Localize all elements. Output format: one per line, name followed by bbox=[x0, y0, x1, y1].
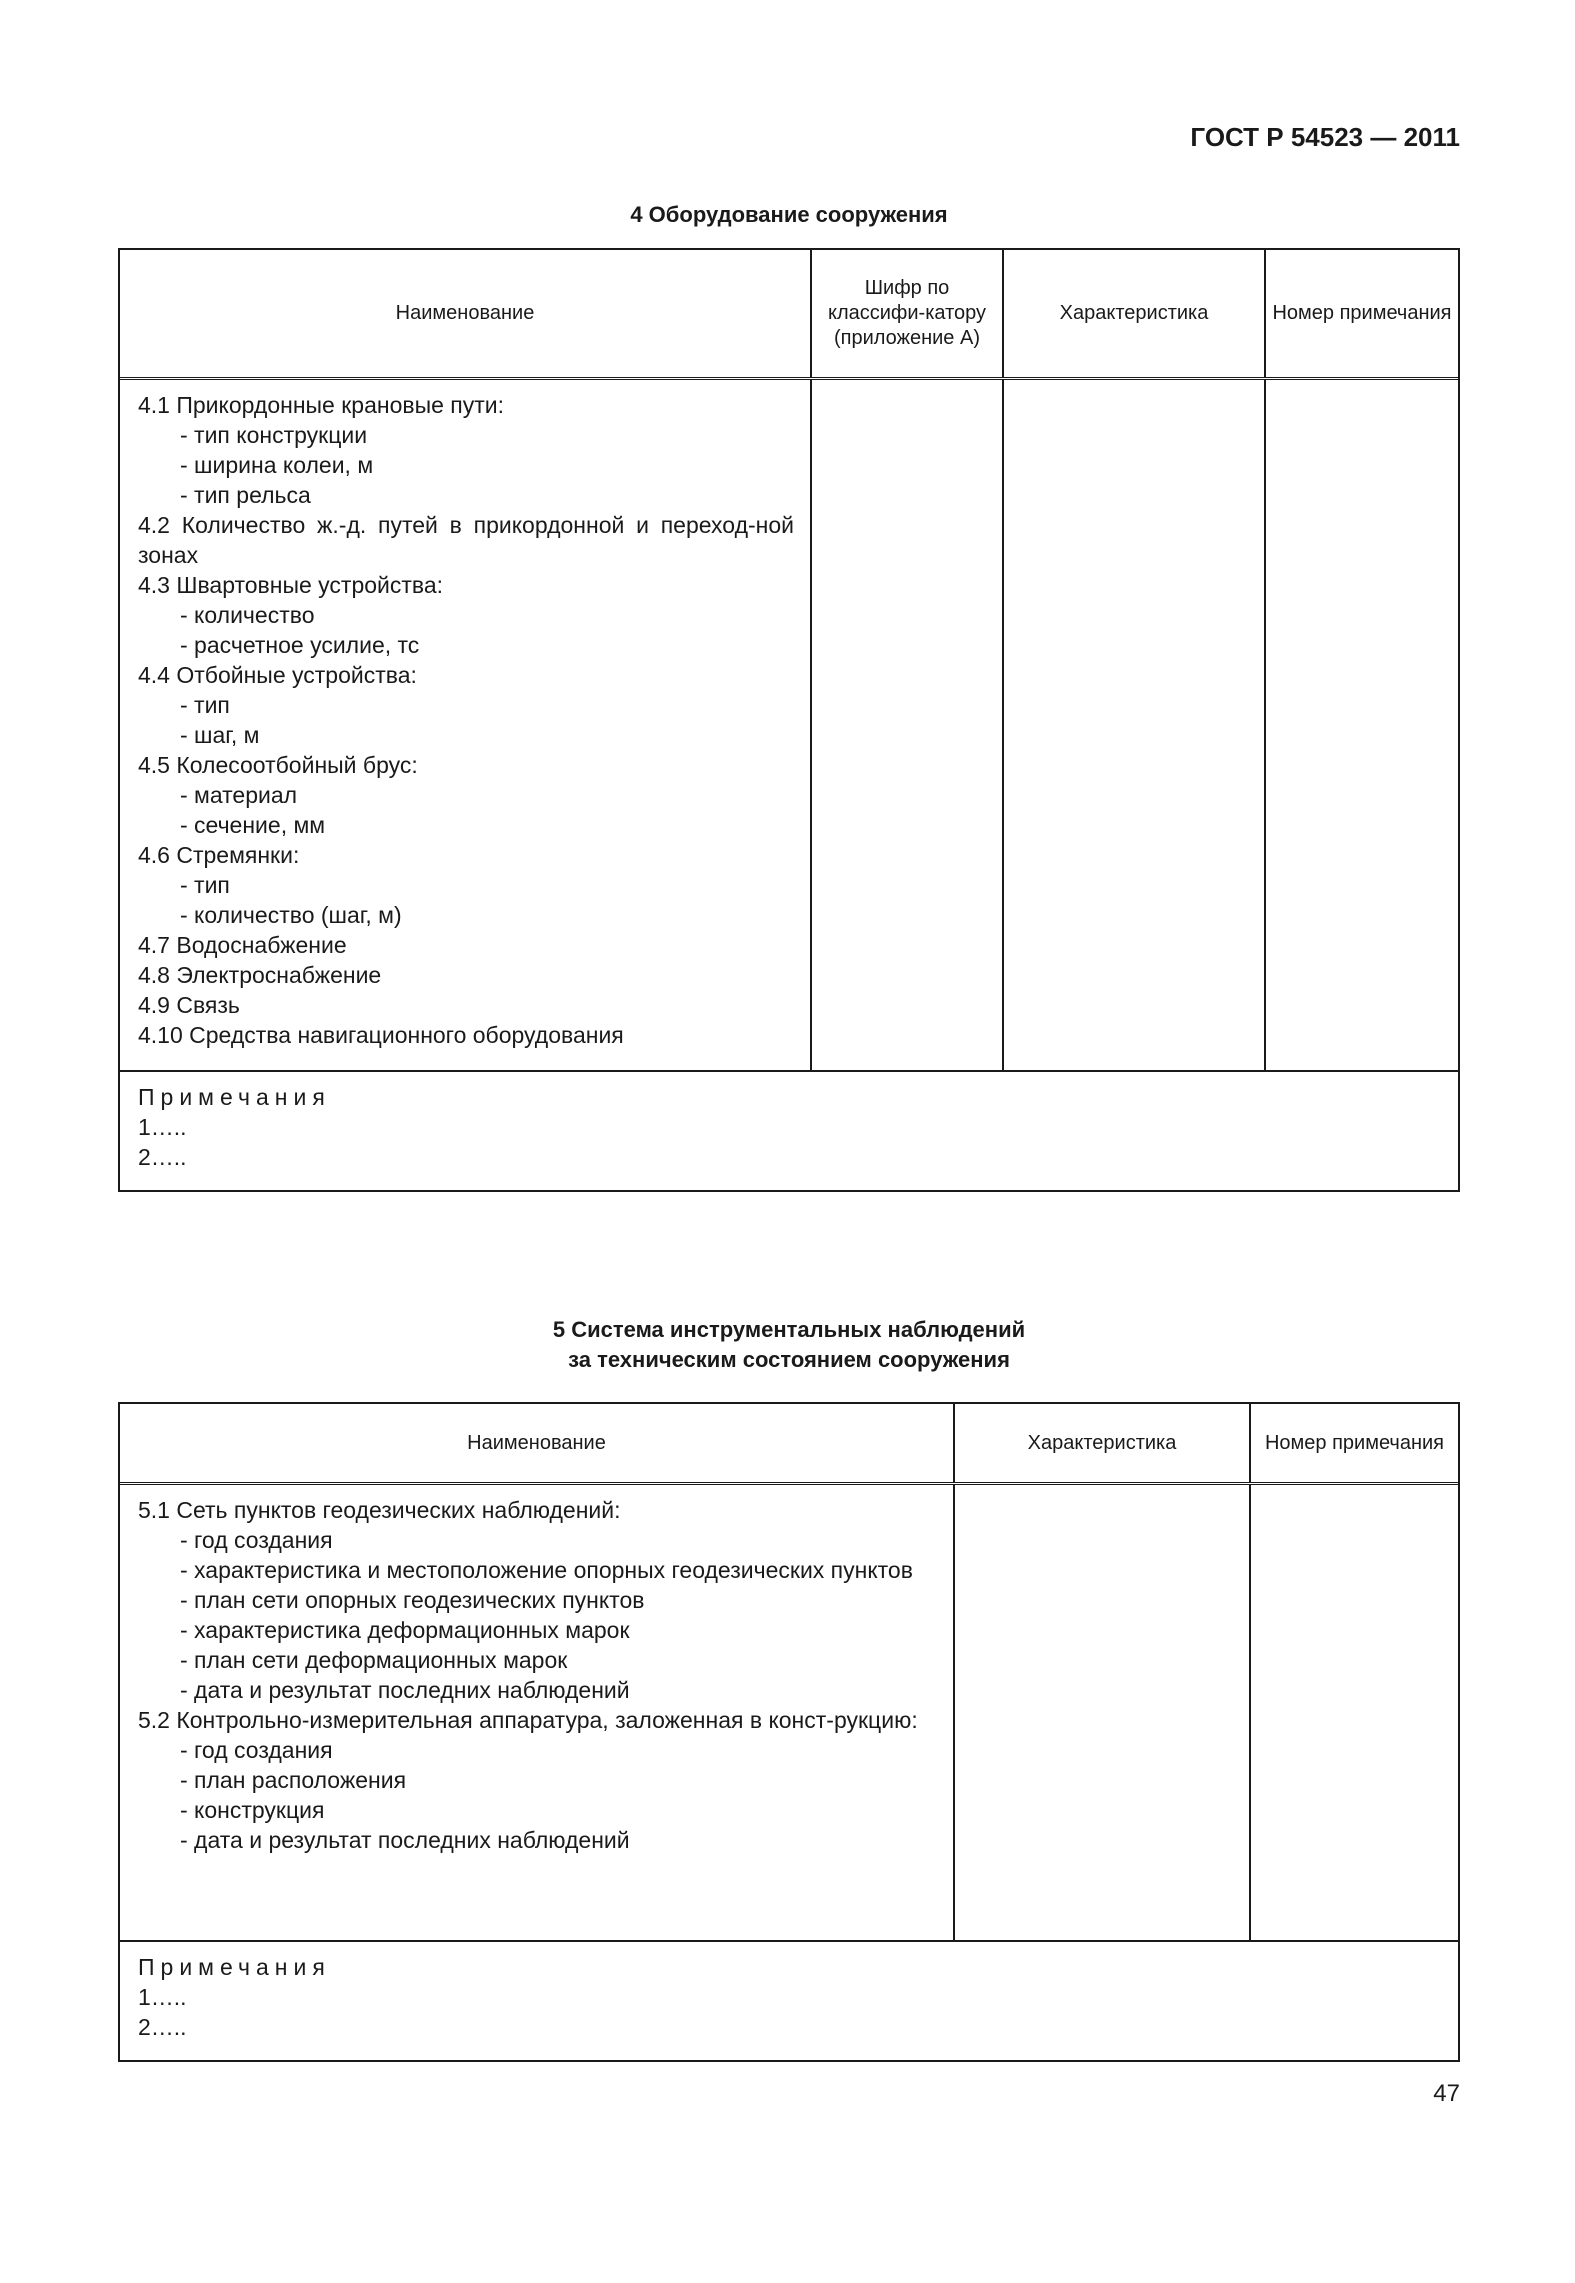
list-item: 4.3 Швартовные устройства: bbox=[138, 572, 444, 598]
sub-item: - план сети опорных геодезических пунктов bbox=[180, 1587, 645, 1613]
list-item: 4.10 Средства навигационного оборудования bbox=[138, 1022, 624, 1048]
column-header-characteristic: Характеристика bbox=[1004, 250, 1266, 377]
sub-item: - материал bbox=[180, 782, 298, 808]
notes-block bbox=[120, 1072, 1458, 1178]
equipment-table bbox=[118, 248, 1460, 1192]
list-item: 5.2 Контрольно-измерительная аппаратура, заложенная в конст-рукцию: bbox=[138, 1707, 918, 1733]
sub-item: - расчетное усилие, тс bbox=[180, 632, 420, 658]
list-item: 4.9 Связь bbox=[138, 992, 240, 1018]
section-5-title-line-2: за техническим состоянием сооружения bbox=[568, 1347, 1010, 1372]
list-item: 5.1 Сеть пунктов геодезических наблюдений: bbox=[138, 1497, 621, 1523]
sub-item: - план расположения bbox=[180, 1767, 407, 1793]
list-item: 4.8 Электроснабжение bbox=[138, 962, 382, 988]
sub-item: - конструкция bbox=[180, 1797, 325, 1823]
characteristic-cell bbox=[955, 1485, 1251, 1940]
items-cell bbox=[120, 1485, 955, 1940]
column-header-name: Наименование bbox=[120, 1404, 955, 1482]
sub-item: - характеристика и местоположение опорных геодезических пунктов bbox=[180, 1557, 913, 1583]
table-header bbox=[120, 1404, 1458, 1485]
document-id: ГОСТ Р 54523 — 2011 bbox=[1190, 122, 1460, 152]
sub-item: - дата и результат последних наблюдений bbox=[180, 1677, 630, 1703]
note-line: 2….. bbox=[138, 2014, 187, 2040]
column-header-name: Наименование bbox=[120, 250, 812, 377]
note-number-cell bbox=[1266, 380, 1458, 1070]
item-list bbox=[138, 1495, 937, 1855]
list-item: 4.6 Стремянки: bbox=[138, 842, 300, 868]
notes-title: Примечания bbox=[138, 1954, 331, 1980]
sub-item: - тип bbox=[180, 692, 230, 718]
item-list bbox=[138, 390, 794, 1050]
list-item: 4.4 Отбойные устройства: bbox=[138, 662, 417, 688]
sub-item: - сечение, мм bbox=[180, 812, 326, 838]
note-line: 1….. bbox=[138, 1114, 187, 1140]
column-header-note-number: Номер примечания bbox=[1272, 302, 1452, 324]
sub-item: - количество (шаг, м) bbox=[180, 902, 402, 928]
list-item: 4.2 Количество ж.-д. путей в прикордонной и переход-ной зонах bbox=[138, 512, 794, 568]
note-number-cell bbox=[1251, 1485, 1458, 1940]
section-4-title: 4 Оборудование сооружения bbox=[630, 202, 948, 227]
notes-title: Примечания bbox=[138, 1084, 331, 1110]
sub-item: - дата и результат последних наблюдений bbox=[180, 1827, 630, 1853]
sub-item: - план сети деформационных марок bbox=[180, 1647, 568, 1673]
sub-item: - год создания bbox=[180, 1527, 333, 1553]
sub-item: - ширина колеи, м bbox=[180, 452, 374, 478]
section-5-title bbox=[118, 1315, 1460, 1375]
table-body-row bbox=[120, 1485, 1458, 1942]
sub-item: - шаг, м bbox=[180, 722, 260, 748]
sub-item: - характеристика деформационных марок bbox=[180, 1617, 630, 1643]
sub-item: - тип bbox=[180, 872, 230, 898]
page-number: 47 bbox=[1433, 2080, 1460, 2107]
code-cell bbox=[812, 380, 1004, 1070]
sub-item: - количество bbox=[180, 602, 315, 628]
column-header-code: Шифр по классифи-катору (приложение А) bbox=[812, 250, 1004, 377]
note-line: 2….. bbox=[138, 1144, 187, 1170]
list-item: 4.7 Водоснабжение bbox=[138, 932, 347, 958]
sub-item: - тип рельса bbox=[180, 482, 311, 508]
note-line: 1….. bbox=[138, 1984, 187, 2010]
table-body-row bbox=[120, 380, 1458, 1072]
table-header bbox=[120, 250, 1458, 380]
sub-item: - тип конструкции bbox=[180, 422, 368, 448]
characteristic-cell bbox=[1004, 380, 1266, 1070]
list-item: 4.5 Колесоотбойный брус: bbox=[138, 752, 418, 778]
column-header-characteristic: Характеристика bbox=[955, 1404, 1251, 1482]
list-item: 4.1 Прикордонные крановые пути: bbox=[138, 392, 505, 418]
section-5-title-line-1: 5 Система инструментальных наблюдений bbox=[552, 1317, 1026, 1342]
notes-block bbox=[120, 1942, 1458, 2048]
items-cell bbox=[120, 380, 812, 1070]
column-header-note-number: Номер примечания bbox=[1264, 1431, 1445, 1454]
monitoring-table bbox=[118, 1402, 1460, 2062]
sub-item: - год создания bbox=[180, 1737, 333, 1763]
